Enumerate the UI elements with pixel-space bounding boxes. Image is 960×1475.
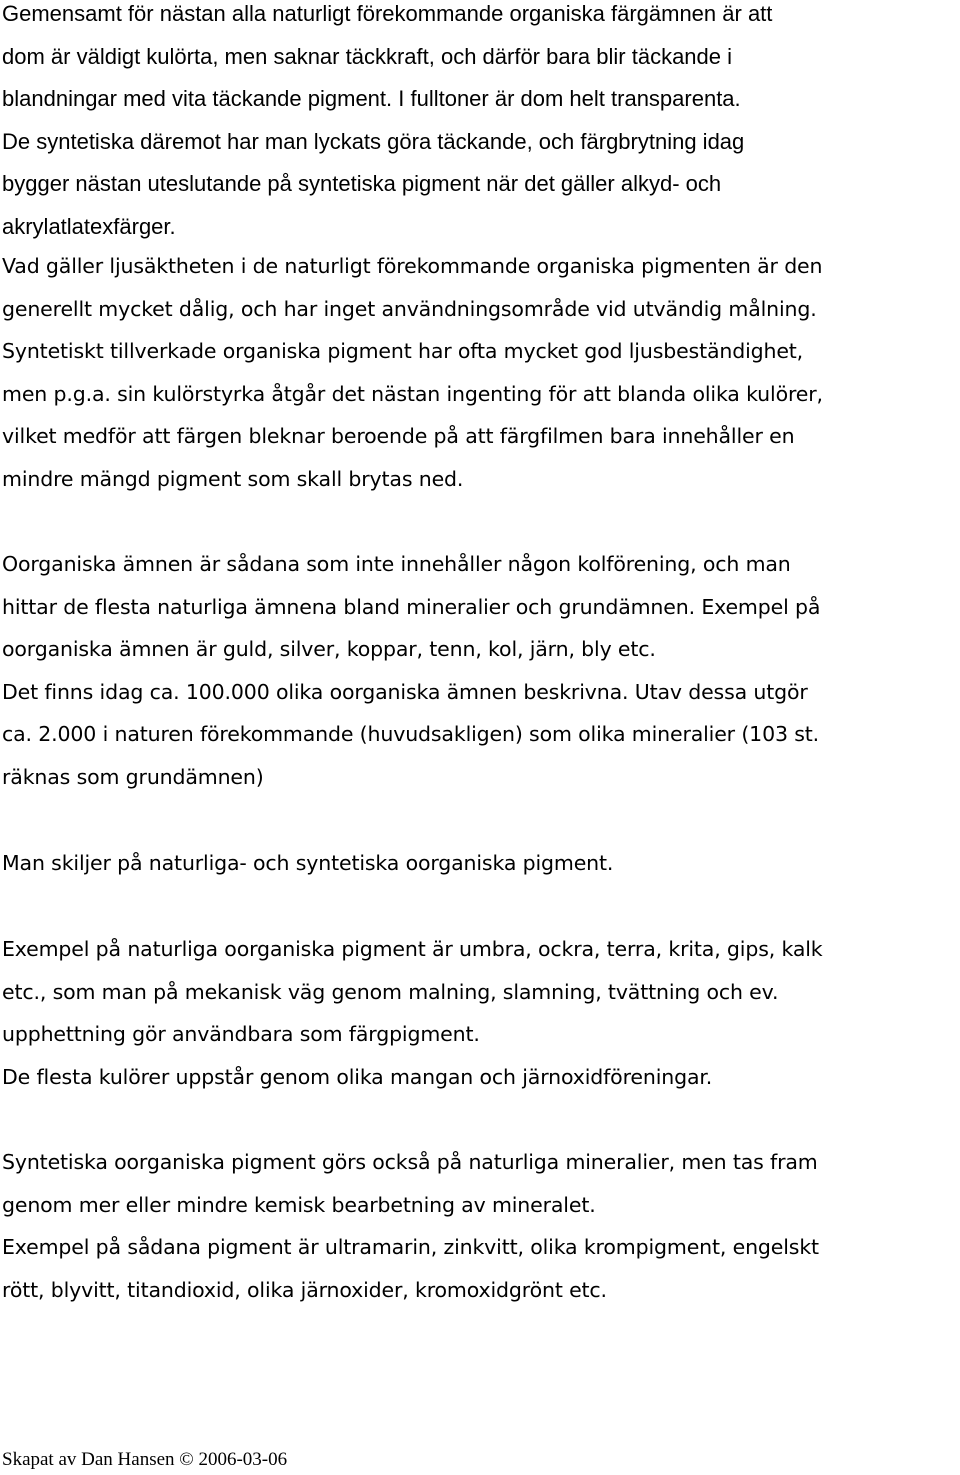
text-line: Vad gäller ljusäktheten i de naturligt förekommande organiska pigmenten är den (2, 254, 823, 278)
text-line: räknas som grundämnen) (2, 764, 264, 789)
paragraph-6 (2, 1141, 960, 1311)
text-line: men p.g.a. sin kulörstyrka åtgår det nästan ingenting för att blanda olika kulörer, (2, 381, 823, 406)
text-line: rött, blyvitt, titandioxid, olika järnoxider, kromoxidgrönt etc. (2, 1277, 607, 1302)
text-line: Exempel på naturliga oorganiska pigment är umbra, ockra, terra, krita, gips, kalk (2, 937, 823, 961)
text-line: bygger nästan uteslutande på syntetiska pigment när det gäller alkyd- och (2, 171, 722, 197)
text-line: dom är väldigt kulörta, men saknar täckkraft, och därför bara blir täckande i (2, 43, 733, 69)
text-line: upphettning gör användbara som färgpigment. (2, 1022, 480, 1047)
text-line: Syntetiska oorganiska pigment görs också på naturliga mineralier, men tas fram (2, 1150, 818, 1174)
document-footer: Skapat av Dan Hansen © 2006-03-06 (2, 1449, 288, 1470)
paragraph-2 (2, 245, 960, 501)
text-line: hittar de flesta naturliga ämnena bland mineralier och grundämnen. Exempel på (2, 594, 821, 619)
text-line: etc., som man på mekanisk väg genom malning, slamning, tvättning och ev. (2, 979, 779, 1004)
text-line: De syntetiska däremot har man lyckats göra täckande, och färgbrytning idag (2, 128, 745, 154)
paragraph-5 (2, 928, 960, 1098)
text-line: blandningar med vita täckande pigment. I fulltoner är dom helt transparenta. (2, 86, 741, 112)
paragraph-1 (2, 0, 960, 249)
text-line: oorganiska ämnen är guld, silver, koppar, tenn, kol, järn, bly etc. (2, 637, 656, 662)
paragraph-4 (2, 842, 960, 885)
text-line: generellt mycket dålig, och har inget användningsområde vid utvändig målning. (2, 296, 817, 321)
text-line: De flesta kulörer uppstår genom olika mangan och järnoxidföreningar. (2, 1064, 713, 1089)
text-line: akrylatlatexfärger. (2, 213, 176, 239)
text-line: Gemensamt för nästan alla naturligt förekommande organiska färgämnen är att (2, 1, 773, 26)
text-line: ca. 2.000 i naturen förekommande (huvudsakligen) som olika mineralier (103 st. (2, 722, 820, 747)
text-line: genom mer eller mindre kemisk bearbetning av mineralet. (2, 1192, 596, 1217)
paragraph-3 (2, 543, 960, 799)
text-line: Det finns idag ca. 100.000 olika oorganiska ämnen beskrivna. Utav dessa utgör (2, 679, 808, 704)
text-line: Oorganiska ämnen är sådana som inte innehåller någon kolförening, och man (2, 552, 791, 576)
text-line: vilket medför att färgen bleknar beroende på att färgfilmen bara innehåller en (2, 424, 795, 449)
text-line: Man skiljer på naturliga- och syntetiska oorganiska pigment. (2, 851, 614, 875)
text-line: mindre mängd pigment som skall brytas ned. (2, 466, 464, 491)
text-line: Syntetiskt tillverkade organiska pigment har ofta mycket god ljusbeständighet, (2, 339, 804, 364)
text-line: Exempel på sådana pigment är ultramarin, zinkvitt, olika krompigment, engelskt (2, 1235, 819, 1260)
